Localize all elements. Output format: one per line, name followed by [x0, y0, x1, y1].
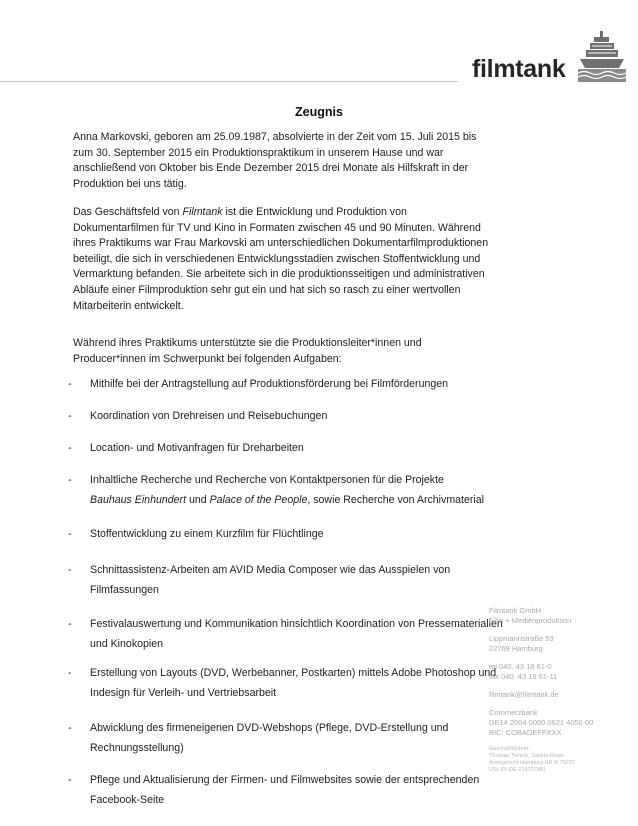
- task-text-rest: , sowie Recherche von Archivmaterial: [307, 494, 484, 506]
- phone-number: tel 040. 43 18 61-0: [489, 662, 552, 671]
- project-title: Palace of the People: [209, 494, 308, 506]
- company-bank: [489, 708, 629, 738]
- intro-paragraph: [73, 130, 493, 192]
- company-identity: [489, 606, 629, 626]
- company-phone: [489, 662, 629, 682]
- bank-name: Commerzbank: [489, 708, 538, 717]
- list-bullet: -: [68, 474, 72, 486]
- list-bullet: -: [68, 667, 72, 679]
- tasks-lead-text: Während ihres Praktikums unterstützte sie die Produktionsleiter*innen und Producer*innen im Schwerpunkt bei folgenden Aufgaben:: [73, 337, 422, 365]
- task-text: Abwicklung des firmeneigenen DVD-Webshops (Pflege, DVD-Erstellung und Rechnungsstellung): [90, 722, 449, 754]
- task-text: Location- und Motivanfragen für Dreharbeiten: [90, 442, 304, 454]
- email-address: filmtank@filmtank.de: [489, 690, 559, 699]
- task-text: [90, 470, 508, 510]
- fax-number: fax 040. 43 18 61-11: [489, 672, 558, 681]
- task-text: Festivalauswertung und Kommunikation hinsichtlich Koordination von Pressematerialien und Kinokopien: [90, 618, 503, 650]
- list-bullet: -: [68, 618, 72, 630]
- list-bullet: -: [68, 410, 72, 422]
- task-text: Stoffentwicklung zu einem Kurzfilm für Flüchtlinge: [90, 528, 324, 540]
- intro-text: Anna Markovski, geboren am 25.09.1987, absolvierte in der Zeit vom 15. Juli 2015 bis zum 30. September 2015 ein Produktionspraktikum in unserem Hause und war anschließend von Oktober bis Ende Dezember 2015 drei Monate als Hilfskraft in der Produktion bei uns tätig.: [73, 131, 477, 190]
- address-street: Lippmannstraße 53: [489, 634, 554, 643]
- business-text: [73, 205, 493, 314]
- company-legal-name: Filmtank GmbH: [489, 606, 542, 615]
- bank-bic: BIC: COBADEFFXXX: [489, 728, 562, 737]
- company-name-italic: Filmtank: [182, 206, 223, 218]
- list-bullet: -: [68, 722, 72, 734]
- task-text: Schnittassistenz-Arbeiten am AVID Media Composer wie das Ausspielen von Filmfassungen: [90, 564, 451, 596]
- task-text-joiner: und: [186, 494, 210, 506]
- vat-id: USt-ID: DE 214707881: [489, 767, 547, 773]
- task-text-start: Inhaltliche Recherche und Recherche von Kontaktpersonen für die Projekte: [90, 474, 444, 486]
- management-names: Thomas Tielsch, Saskia Rowe: [489, 753, 564, 759]
- tasks-lead-paragraph: [73, 336, 493, 367]
- list-bullet: -: [68, 528, 72, 540]
- company-contact-sidebar: [489, 606, 629, 782]
- business-paragraph: [73, 205, 493, 314]
- header-rule: [0, 81, 458, 82]
- ship-logo-icon: [578, 30, 626, 82]
- project-title: Bauhaus Einhundert: [90, 494, 187, 506]
- list-bullet: -: [68, 564, 72, 576]
- task-text: Mithilfe bei der Antragstellung auf Produktionsförderung bei Filmförderungen: [90, 378, 449, 390]
- company-tagline: Film + Medienproduktion: [489, 616, 572, 625]
- bank-iban: DE14 2004 0000 0621 4050 00: [489, 718, 594, 727]
- business-text-rest: ist die Entwicklung und Produktion von Dokumentarfilmen für TV und Kino in Formaten zwischen 45 und 90 Minuten. Während ihres Praktikums war Frau Markovski am unterschiedlichen Dokumentarfilmproduktionen beteiligt, die sich in verschiedenen Entwicklungsstadien zwischen Stoffentwicklung und Vermarktung befanden. Sie arbeitete sich in die produktionsseitigen und administrativen Abläufe einer Filmproduktion sehr gut ein und hat sich so rasch zu einer wertvollen Mitarbeiterin entwickelt.: [73, 206, 489, 312]
- list-bullet: -: [68, 774, 72, 786]
- business-text-start: Das Geschäftsfeld von: [73, 206, 183, 218]
- company-wordmark: filmtank: [472, 55, 566, 83]
- company-address: [489, 634, 629, 654]
- list-bullet: -: [68, 378, 72, 390]
- address-city: 22769 Hamburg: [489, 644, 543, 653]
- list-bullet: -: [68, 442, 72, 454]
- document-title: Zeugnis: [295, 105, 343, 119]
- company-email: [489, 690, 629, 700]
- task-text: Pflege und Aktualisierung der Firmen- und Filmwebsites sowie der entsprechenden Facebook-Seite: [90, 774, 480, 806]
- task-text: Erstellung von Layouts (DVD, Werbebanner, Postkarten) mittels Adobe Photoshop und Indesign für Verleih- und Vertriebsarbeit: [90, 667, 497, 699]
- company-registration: [489, 746, 629, 774]
- trade-register: Amtsgericht Hamburg HR B 79237: [489, 760, 576, 766]
- task-text: Koordination von Drehreisen und Reisebuchungen: [90, 410, 328, 422]
- management-label: Geschäftsführer:: [489, 746, 531, 752]
